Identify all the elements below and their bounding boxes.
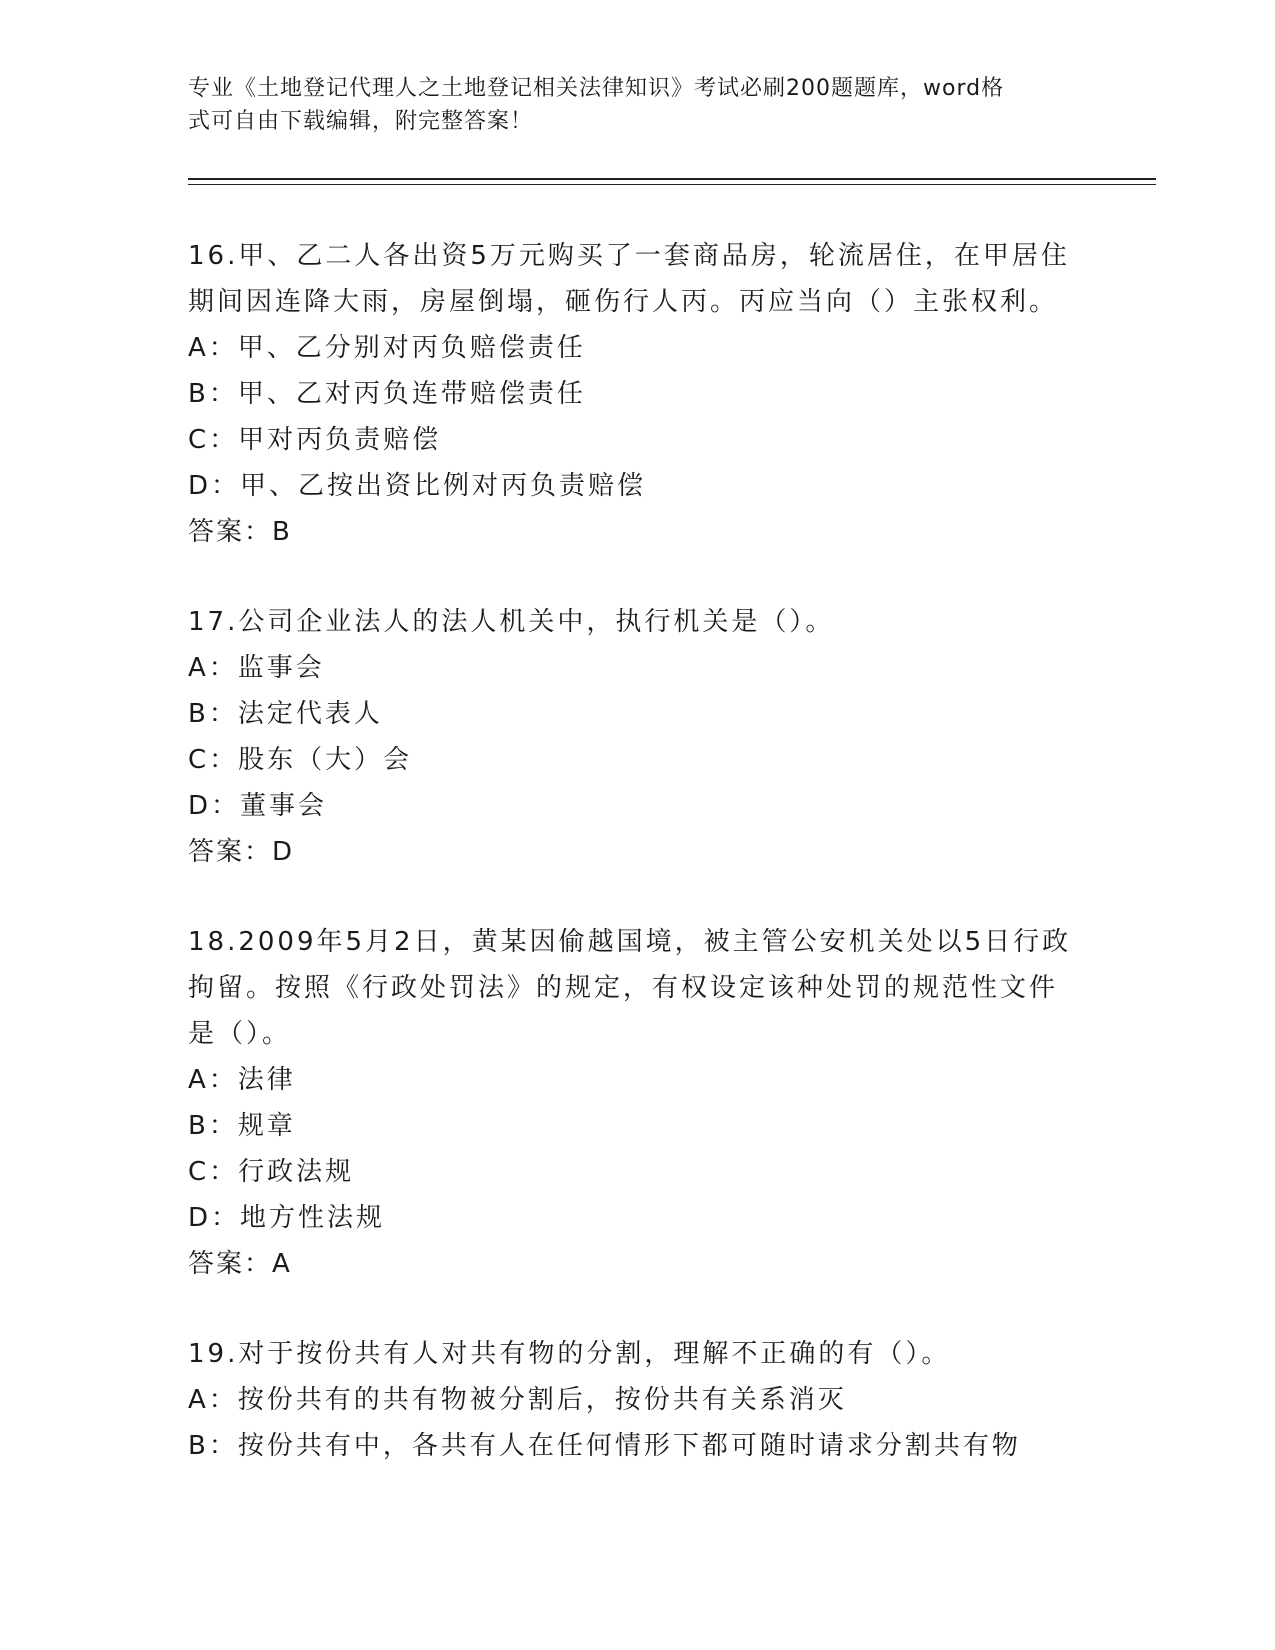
question-text-line: 17.公司企业法人的法人机关中，执行机关是（）。 <box>188 607 835 637</box>
question-text-line: 是（）。 <box>188 1019 292 1049</box>
option-b: B：甲、乙对丙负连带赔偿责任 <box>188 379 586 409</box>
question-18 <box>188 919 1088 1287</box>
answer: 答案：B <box>188 517 292 547</box>
question-text-line: 18.2009年5月2日，黄某因偷越国境，被主管公安机关处以5日行政 <box>188 927 1072 957</box>
answer: 答案：D <box>188 837 295 867</box>
question-text-line: 16.甲、乙二人各出资5万元购买了一套商品房，轮流居住，在甲居住 <box>188 241 1070 271</box>
answer: 答案：A <box>188 1249 292 1279</box>
option-b: B：规章 <box>188 1111 296 1141</box>
question-16 <box>188 233 1088 555</box>
question-text-line: 拘留。按照《行政处罚法》的规定，有权设定该种处罚的规范性文件 <box>188 973 1059 1003</box>
header-line-2: 式可自由下载编辑，附完整答案！ <box>188 109 534 134</box>
question-spacer <box>188 555 1088 599</box>
question-text <box>188 1331 1088 1377</box>
option-c: C：甲对丙负责赔偿 <box>188 425 442 455</box>
header-line-1: 专业《土地登记代理人之土地登记相关法律知识》考试必刷200题题库，word格 <box>188 76 1005 101</box>
option-b: B：按份共有中，各共有人在任何情形下都可随时请求分割共有物 <box>188 1431 1021 1461</box>
option-a: A：监事会 <box>188 653 325 683</box>
option-d: D：地方性法规 <box>188 1203 386 1233</box>
option-c: C：股东（大）会 <box>188 745 413 775</box>
question-text-line: 期间因连降大雨，房屋倒塌，砸伤行人丙。丙应当向（）主张权利。 <box>188 287 1059 317</box>
question-spacer <box>188 1287 1088 1331</box>
header-divider-thin <box>188 184 1156 185</box>
question-spacer <box>188 875 1088 919</box>
option-d: D：甲、乙按出资比例对丙负责赔偿 <box>188 471 647 501</box>
option-d: D：董事会 <box>188 791 328 821</box>
option-c: C：行政法规 <box>188 1157 355 1187</box>
option-a: A：按份共有的共有物被分割后，按份共有关系消灭 <box>188 1385 847 1415</box>
question-17 <box>188 599 1088 875</box>
header-divider-thick <box>188 178 1156 180</box>
question-text <box>188 233 1088 325</box>
question-text <box>188 599 1088 645</box>
question-list <box>188 233 1088 1469</box>
document-header <box>188 72 1068 138</box>
option-a: A：甲、乙分别对丙负赔偿责任 <box>188 333 586 363</box>
question-19 <box>188 1331 1088 1469</box>
question-text-line: 19.对于按份共有人对共有物的分割，理解不正确的有（）。 <box>188 1339 951 1369</box>
option-a: A：法律 <box>188 1065 296 1095</box>
question-text <box>188 919 1088 1057</box>
option-b: B：法定代表人 <box>188 699 383 729</box>
